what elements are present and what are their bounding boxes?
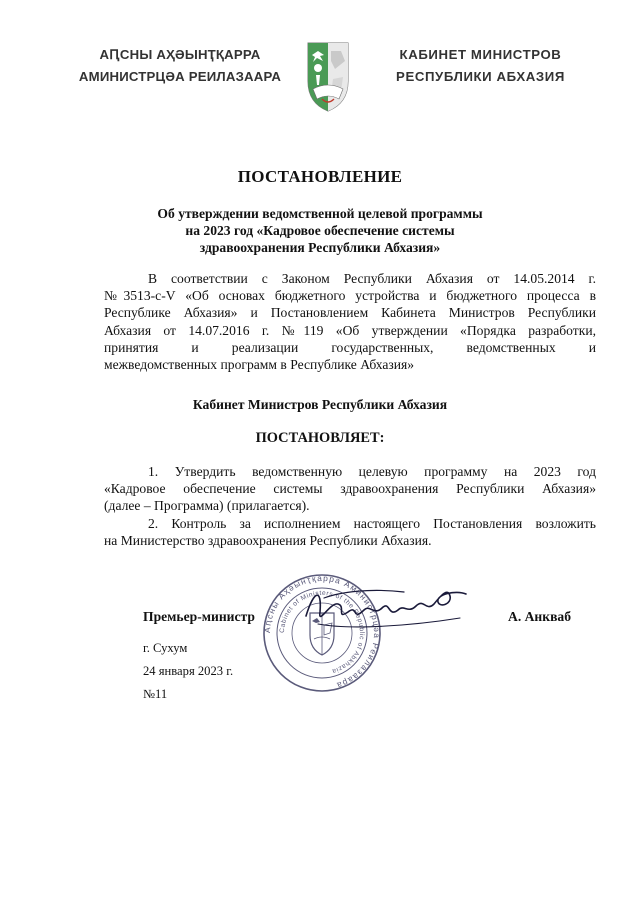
resolves-heading: ПОСТАНОВЛЯЕТ: [255,430,385,446]
stamp-inner-text: Cabinet of Ministers of the Republic of Abkhazia [278,589,366,675]
resolution-item-1 [104,463,596,515]
item-line: на Министерство здравоохранения Республики Абхазия. [104,533,432,549]
handwritten-signature [300,582,470,634]
item-line: «Кадровое обеспечение системы здравоохранения Республики Абхазия» [104,481,596,497]
item-line: 2. Контроль за исполнением настоящего Постановления возложить [148,516,596,531]
subject-line: на 2023 год «Кадровое обеспечение системы [185,223,455,238]
item-line: 1. Утвердить ведомственную целевую программу на 2023 год [148,464,596,479]
header-russian [378,44,583,88]
stamp-outer-text: Аԥсны Аҳәынҭқарра Аминистрцәа Реилазаара [262,573,382,691]
issuer-line: Кабинет Министров Республики Абхазия [192,397,448,412]
item-line: (далее – Программа) (прилагается). [104,498,310,514]
signatory-position: Премьер-министр [143,609,255,624]
preamble-paragraph [104,270,596,373]
preamble-line: В соответствии с Законом Республики Абхазия от 14.05.2014 г. [148,271,596,286]
preamble-line: принятия и реализации государственных, ведомственных и [104,339,596,355]
document-city: г. Сухум [143,641,188,655]
document-number: №11 [143,687,168,701]
coat-of-arms-icon [305,41,351,113]
subject-line: здравоохранения Республики Абхазия» [199,240,441,255]
document-subject [120,205,520,256]
header-abkhaz-line2: АМИНИСТРЦӘА РЕИЛАЗААРА [78,69,282,84]
subject-line: Об утверждении ведомственной целевой программы [157,206,483,221]
document-date: 24 января 2023 г. [143,664,234,678]
header-abkhaz-line1: АԤСНЫ АҲӘЫНҬҚАРРА [99,47,261,62]
document-title: ПОСТАНОВЛЕНИЕ [237,167,403,186]
preamble-line: Абхазия от 14.07.2016 г. №119 «Об утверждении «Порядка разработки, [104,322,596,338]
preamble-line: межведомственных программ в Республике Абхазия» [104,357,415,373]
preamble-line: Республике Абхазия» и Постановлением Кабинета Министров Республики [104,305,596,321]
signatory-name: А. Анкваб [508,609,572,624]
header-russian-line1: КАБИНЕТ МИНИСТРОВ [399,47,562,62]
resolution-item-2 [104,515,596,549]
header-russian-line2: РЕСПУБЛИКИ АБХАЗИЯ [396,69,565,84]
header-abkhaz [70,44,290,88]
preamble-line: №3513-с-V «Об основах бюджетного устройства и бюджетного процесса в [104,288,596,304]
